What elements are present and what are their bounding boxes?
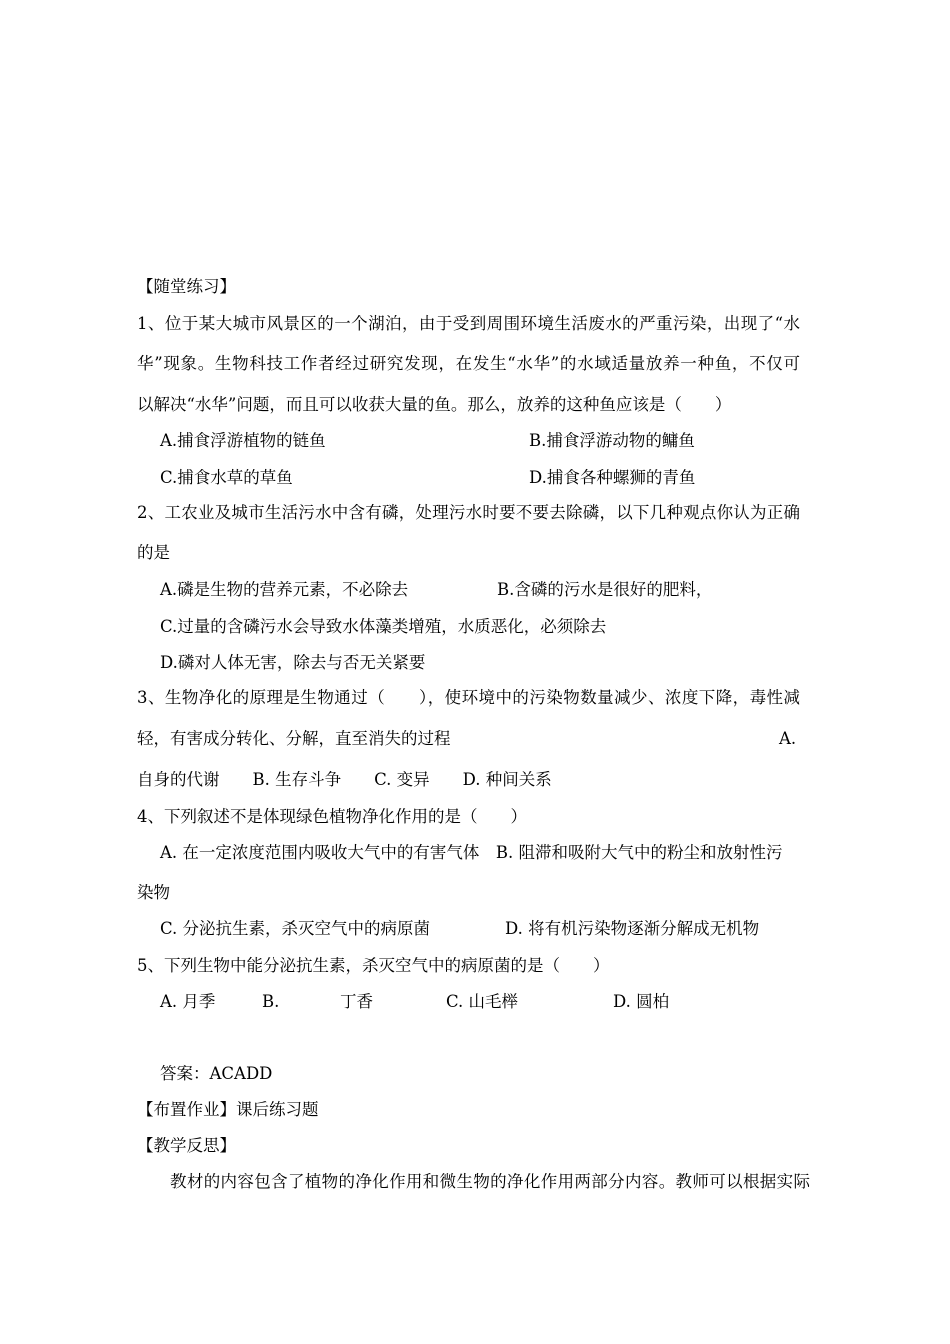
- q1-option-b: B.捕食浮游动物的鳙鱼: [529, 431, 695, 450]
- q2-option-a: A.磷是生物的营养元素，不必除去: [160, 580, 409, 599]
- q2-option-d: D.磷对人体无害，除去与否无关紧要: [160, 653, 426, 672]
- q4-option-c: C. 分泌抗生素，杀灭空气中的病原菌: [160, 919, 431, 938]
- q5-option-d: D. 圆柏: [613, 992, 670, 1011]
- q4-line-1: 4、下列叙述不是体现绿色植物净化作用的是（ ）: [137, 807, 527, 826]
- q1-option-c: C.捕食水草的草鱼: [160, 468, 293, 487]
- homework-line: 【布置作业】课后练习题: [137, 1100, 319, 1119]
- q1-option-a: A.捕食浮游植物的链鱼: [160, 431, 326, 450]
- q5-option-a: A. 月季: [160, 992, 216, 1011]
- q3-line-1: 3、生物净化的原理是生物通过（ ），使环境中的污染物数量减少、浓度下降，毒性减: [137, 688, 800, 707]
- reflection-heading: 【教学反思】: [137, 1136, 236, 1155]
- q2-option-c: C.过量的含磷污水会导致水体藻类增殖，水质恶化，必须除去: [160, 617, 607, 636]
- q4-line-3: 染物: [137, 883, 170, 902]
- q5-line-1: 5、下列生物中能分泌抗生素，杀灭空气中的病原菌的是（ ）: [137, 956, 610, 975]
- q3-line-2: 轻，有害成分转化、分解，直至消失的过程: [137, 729, 451, 748]
- q2-line-1: 2、工农业及城市生活污水中含有磷，处理污水时要不要去除磷，以下几种观点你认为正确: [137, 503, 800, 522]
- q3-line-2-tail: A.: [779, 729, 797, 748]
- q2-line-2: 的是: [137, 543, 170, 562]
- reflection-paragraph: 教材的内容包含了植物的净化作用和微生物的净化作用两部分内容。教师可以根据实际: [170, 1172, 810, 1191]
- q1-option-d: D.捕食各种螺狮的青鱼: [529, 468, 696, 487]
- q5-option-b-text: 丁香: [340, 992, 373, 1011]
- q5-option-b-letter: B.: [262, 992, 280, 1011]
- q4-option-d: D. 将有机污染物逐渐分解成无机物: [505, 919, 760, 938]
- q1-line-1: 1、位于某大城市风景区的一个湖泊，由于受到周围环境生活废水的严重污染，出现了“水: [137, 314, 800, 333]
- q3-line-3: 自身的代谢 B. 生存斗争 C. 变异 D. 种间关系: [137, 770, 552, 789]
- q4-line-2: A. 在一定浓度范围内吸收大气中的有害气体 B. 阻滞和吸附大气中的粉尘和放射性污: [160, 843, 783, 862]
- q2-option-b: B.含磷的污水是很好的肥料，: [497, 580, 713, 599]
- q1-line-2: 华”现象。生物科技工作者经过研究发现，在发生“水华”的水域适量放养一种鱼，不仅可: [137, 354, 800, 373]
- q5-option-c: C. 山毛榉: [446, 992, 519, 1011]
- answer-line: 答案：ACADD: [160, 1064, 273, 1083]
- q1-line-3: 以解决“水华”问题，而且可以收获大量的鱼。那么，放养的这种鱼应该是（ ）: [137, 395, 732, 414]
- practice-heading: 【随堂练习】: [137, 277, 236, 296]
